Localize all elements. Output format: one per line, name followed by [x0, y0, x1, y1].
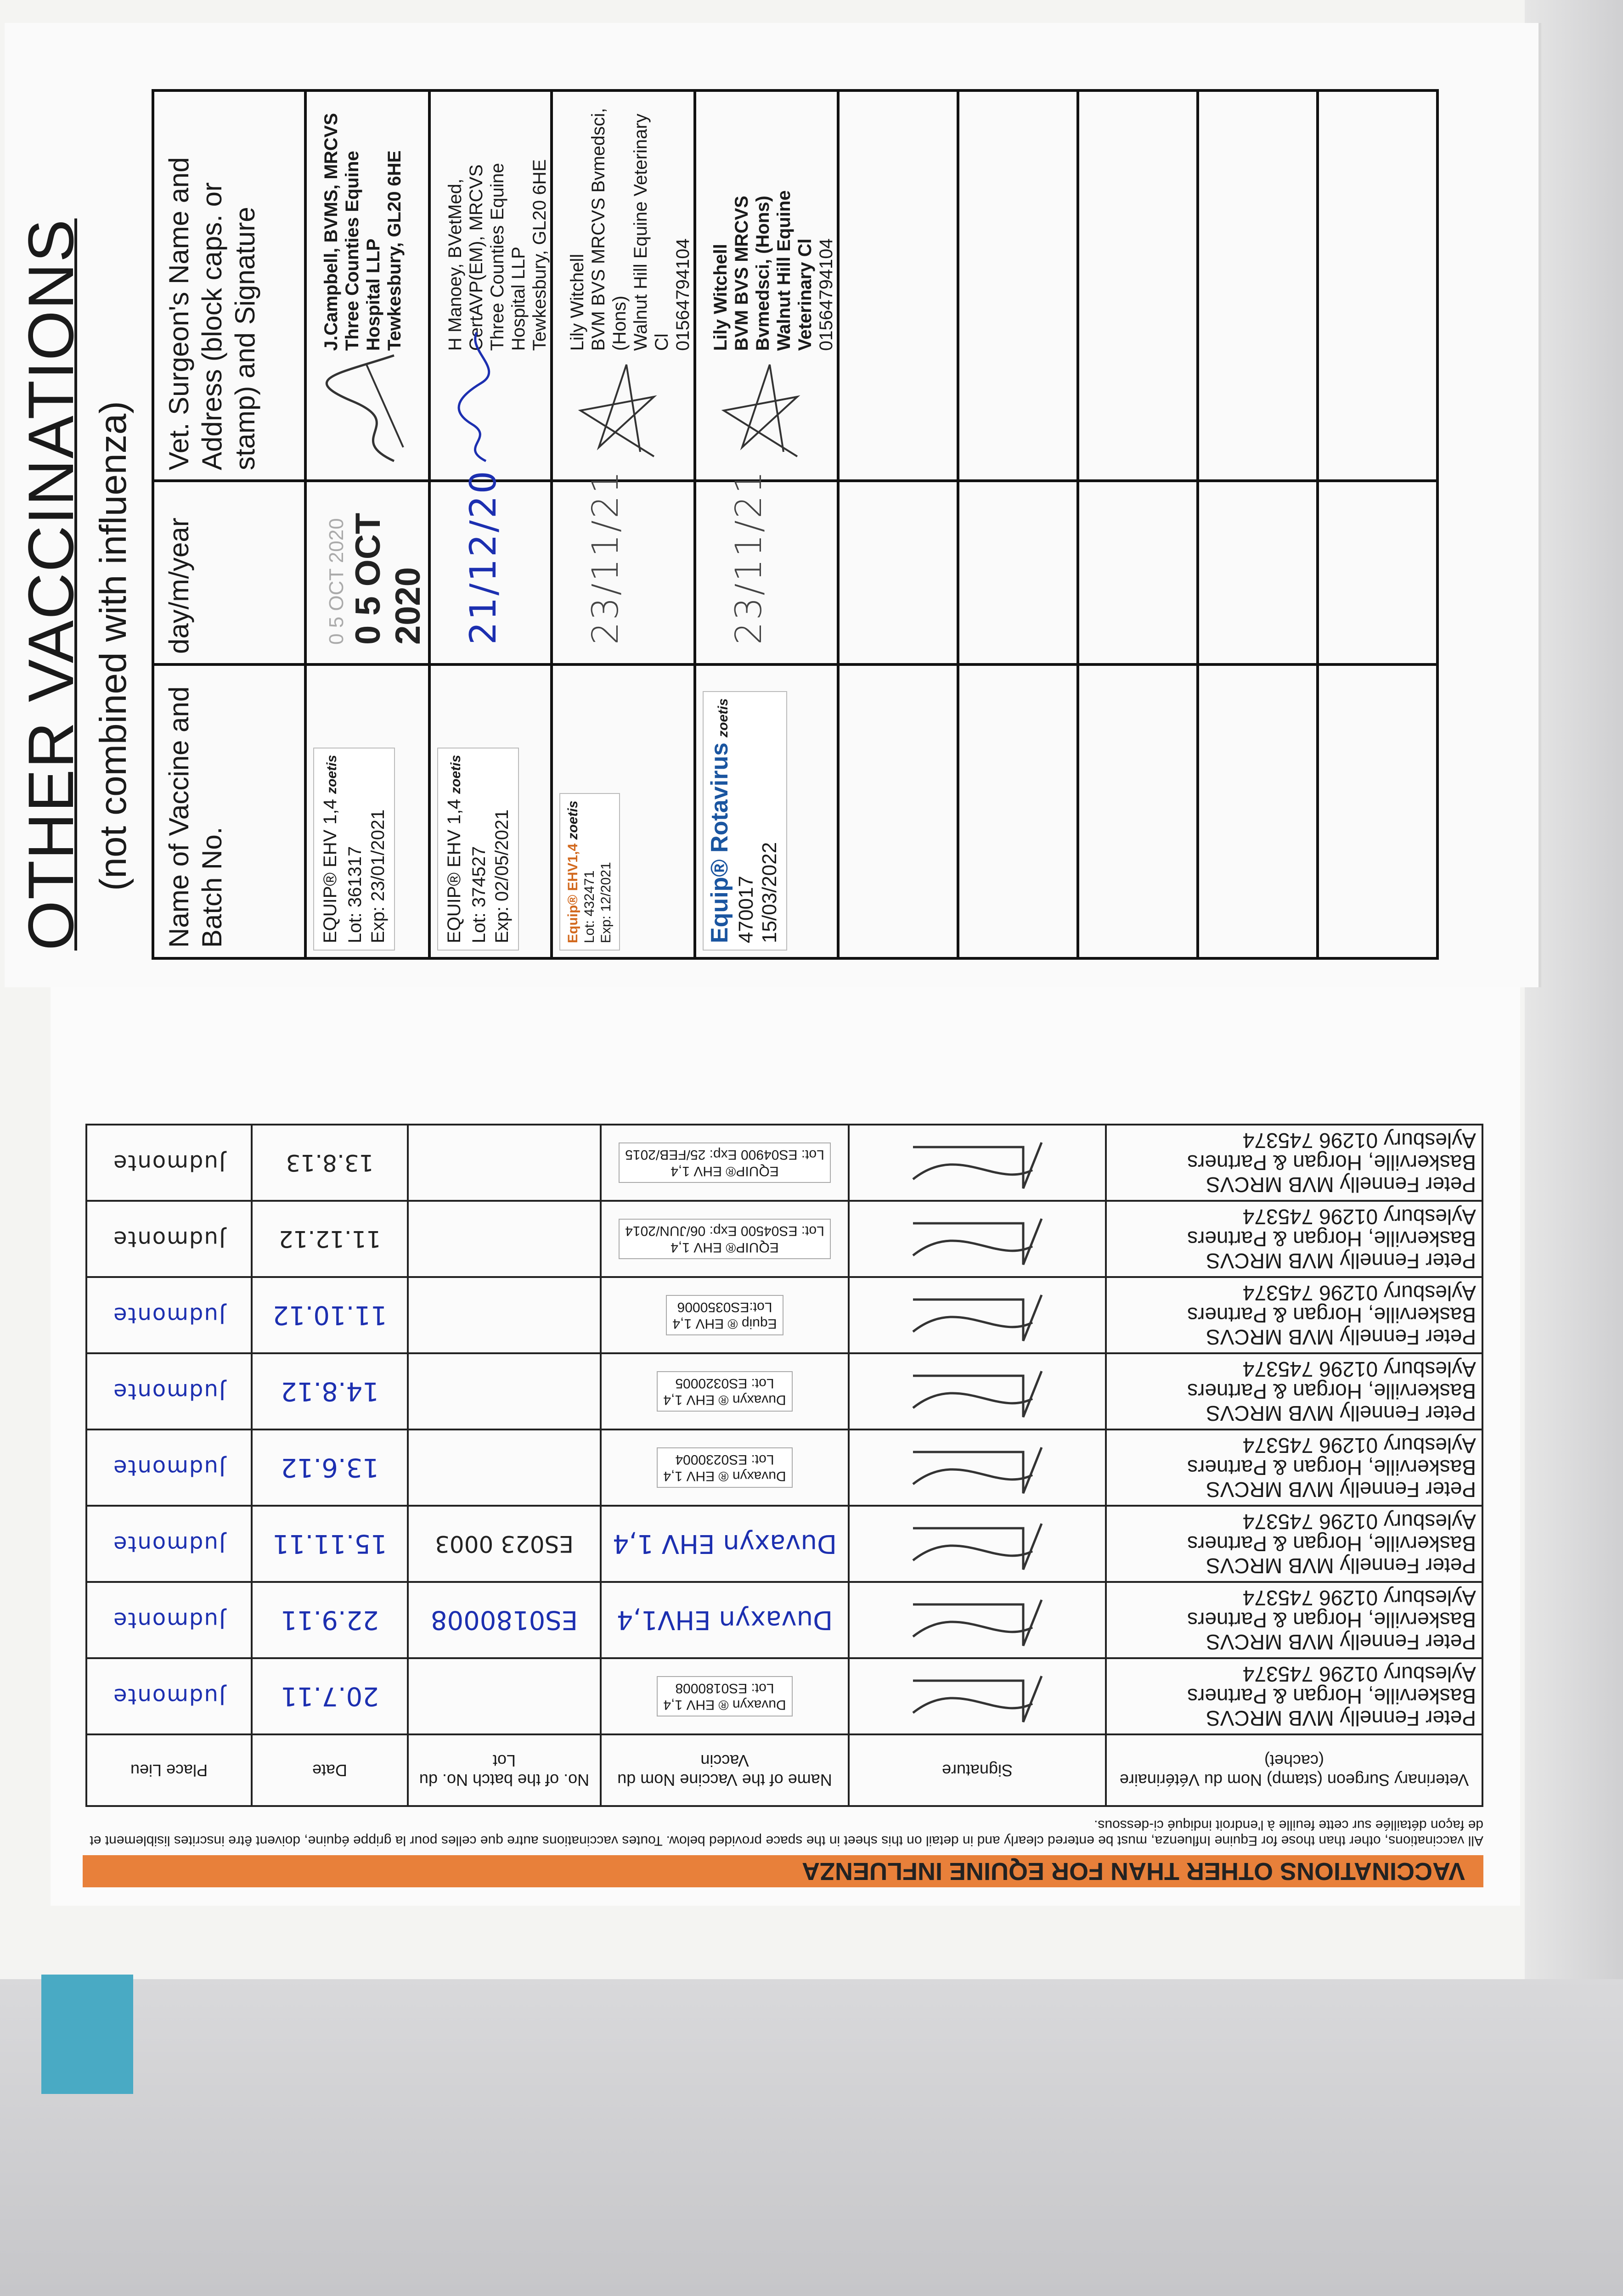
header-date: day/m/year: [153, 481, 305, 664]
vaccine-label-sticker: Equip® EHV1,4 zoetis Lot: 432471 Exp: 12/2021: [559, 793, 620, 951]
empty-row: [1198, 90, 1318, 958]
table-row: [86, 1429, 1482, 1506]
header-signature: Signature: [849, 1734, 1106, 1806]
header-date: Date: [252, 1734, 408, 1806]
signature-icon: [715, 355, 806, 466]
vaccine-label-sticker: EQUIP® EHV 1,4 Lot: ES04500 Exp: 06/JUN/2014: [619, 1219, 831, 1259]
surgeon-stamp: Peter Fennelly MVB MRCVS Baskerville, Horgan & Partners Aylesbury 01296 745374: [1106, 1201, 1482, 1277]
signature-cell: [849, 1582, 1106, 1658]
batch-cell: [408, 1658, 601, 1734]
batch-cell: ES023 0003: [408, 1506, 601, 1582]
batch-cell: [408, 1429, 601, 1506]
table-row: [695, 90, 838, 958]
vet-cell: J.Campbell, BVMS, MRCVS Three Counties Equine Hospital LLP Tewkesbury, GL20 6HE: [305, 90, 429, 481]
surgeon-stamp: Peter Fennelly MVB MRCVS Baskerville, Horgan & Partners Aylesbury 01296 745374: [1106, 1582, 1482, 1658]
signature-icon: [449, 328, 504, 466]
surgeon-stamp: Peter Fennelly MVB MRCVS Baskerville, Horgan & Partners Aylesbury 01296 745374: [1106, 1429, 1482, 1506]
empty-row: [958, 90, 1078, 958]
date-cell: 13.8.13: [252, 1125, 408, 1201]
signature-cell: [849, 1201, 1106, 1277]
lower-page: [51, 987, 1520, 1906]
header-row: [86, 1734, 1482, 1806]
handwritten-date: 23/11/21: [585, 469, 626, 645]
date-cell: 11.12.12: [252, 1201, 408, 1277]
vaccine-label-sticker: EQUIP® EHV 1,4 zoetis Lot: 361317 Exp: 23/01/2021: [313, 748, 395, 951]
table-row: [86, 1582, 1482, 1658]
empty-row: [838, 90, 958, 958]
handwritten-date: 23/11/21: [728, 469, 770, 645]
blue-tab: [41, 1975, 133, 2094]
header-place: Place Lieu: [86, 1734, 252, 1806]
upper-page: [5, 23, 1541, 987]
date-cell: 14.8.12: [252, 1353, 408, 1429]
signature-cell: [849, 1125, 1106, 1201]
table-row: [86, 1201, 1482, 1277]
empty-row: [1078, 90, 1198, 958]
vaccine-label-sticker: Duvaxyn ® EHV 1,4 Lot: ES0320005: [657, 1371, 792, 1412]
date-cell: [305, 481, 429, 664]
header-vaccine: Name of the Vaccine Nom du Vaccin: [601, 1734, 849, 1806]
page-title: OTHER VACCINATIONS: [15, 218, 87, 951]
vet-cell: Lily Witchell BVM BVS MRCVS Bvmedsci, (Hons) Walnut Hill Equine Veterinary Cl 01564794104: [695, 90, 838, 481]
surgeon-stamp: Peter Fennelly MVB MRCVS Baskerville, Horgan & Partners Aylesbury 01296 745374: [1106, 1277, 1482, 1353]
signature-icon: [904, 1362, 1051, 1426]
vaccine-cell: [429, 664, 552, 958]
batch-cell: [408, 1353, 601, 1429]
table-row: [429, 90, 552, 958]
header-vaccine: Name of Vaccine and Batch No.: [153, 664, 305, 958]
vaccine-cell: [601, 1277, 849, 1353]
vaccine-cell: [601, 1429, 849, 1506]
signature-cell: [849, 1506, 1106, 1582]
vaccine-label-sticker: Equip ® EHV 1,4 Lot:ES0350006: [666, 1295, 783, 1335]
date-cell: 15.11.11: [252, 1506, 408, 1582]
signature-icon: [325, 346, 417, 466]
date-cell: [552, 469, 695, 664]
batch-cell: ES0180008: [408, 1582, 601, 1658]
signature-cell: [849, 1277, 1106, 1353]
signature-cell: [849, 1429, 1106, 1506]
page-subtitle: (not combined with influenza): [92, 401, 134, 891]
other-vaccinations-table: [152, 89, 1439, 960]
signature-icon: [904, 1133, 1051, 1198]
place-cell: Judmonte: [86, 1506, 252, 1582]
table-row: [86, 1353, 1482, 1429]
handwritten-vaccine: Duvaxyn EHV 1,4: [612, 1529, 837, 1559]
header-surgeon: Veterinary Surgeon (stamp) Nom du Vétérinaire (cachet): [1106, 1734, 1482, 1806]
table-row: [305, 90, 429, 958]
scanner-background: [0, 1979, 1623, 2296]
handwritten-date: 21/12/20: [463, 469, 504, 645]
section-note: All vaccinations, other than those for Equine Influenza, must be entered clearly and in detail on this sheet in the space provided below. Toutes vaccinations autre que celles pour la grippe équine, doivent être inscrites lisiblement et de façon détaillée sur cette feuille à l'endroit indiqué ci-dessous.: [90, 1818, 1483, 1848]
surgeon-stamp: Peter Fennelly MVB MRCVS Baskerville, Horgan & Partners Aylesbury 01296 745374: [1106, 1506, 1482, 1582]
table-row: [552, 90, 695, 958]
faint-date-stamp: 0 5 OCT 2020: [325, 518, 348, 645]
vaccine-label-sticker: Equip® Rotavirus zoetis 470017 15/03/2022: [703, 691, 787, 951]
vaccine-cell: [601, 1353, 849, 1429]
vet-cell: Lily Witchell BVM BVS MRCVS Bvmedsci, (Hons) Walnut Hill Equine Veterinary Cl 01564794104: [552, 90, 695, 481]
date-cell: 22.9.11: [252, 1582, 408, 1658]
table-row: [86, 1658, 1482, 1734]
signature-icon: [904, 1286, 1051, 1350]
signature-icon: [904, 1514, 1051, 1579]
vet-cell: H Manoey, BVetMed, CertAVP(EM), MRCVS Three Counties Equine Hospital LLP Tewkesbury, GL20 6HE: [429, 90, 552, 481]
vaccine-cell: [601, 1582, 849, 1658]
empty-row: [1318, 90, 1437, 958]
vaccine-cell: [601, 1658, 849, 1734]
signature-cell: [849, 1658, 1106, 1734]
table-row: [86, 1506, 1482, 1582]
surgeon-stamp: Peter Fennelly MVB MRCVS Baskerville, Horgan & Partners Aylesbury 01296 745374: [1106, 1353, 1482, 1429]
date-cell: [429, 469, 552, 664]
vaccine-cell: [305, 664, 429, 958]
place-cell: Judmonte: [86, 1201, 252, 1277]
handwritten-vaccine: Duvaxyn EHV1,4: [616, 1605, 833, 1635]
place-cell: Judmonte: [86, 1277, 252, 1353]
header-vet: Vet. Surgeon's Name and Address (block caps. or stamp) and Signature: [153, 90, 305, 481]
date-cell: [695, 469, 838, 664]
signature-icon: [904, 1667, 1051, 1731]
place-cell: Judmonte: [86, 1658, 252, 1734]
signature-icon: [904, 1438, 1051, 1503]
vaccine-label-sticker: Duvaxyn ® EHV 1,4 Lot: ES0230004: [657, 1447, 792, 1488]
vaccine-label-sticker: EQUIP® EHV 1,4 Lot: ES04900 Exp: 25/FEB/2015: [619, 1142, 831, 1183]
batch-cell: [408, 1125, 601, 1201]
date-cell: 20.7.11: [252, 1658, 408, 1734]
header-batch: No. of the batch No. du Lot: [408, 1734, 601, 1806]
vaccine-label-sticker: EQUIP® EHV 1,4 zoetis Lot: 374527 Exp: 02/05/2021: [437, 748, 519, 951]
place-cell: Judmonte: [86, 1582, 252, 1658]
header-row: [153, 90, 305, 958]
table-row: [86, 1277, 1482, 1353]
vaccine-cell: [601, 1506, 849, 1582]
signature-icon: [571, 355, 663, 466]
signature-icon: [904, 1591, 1051, 1655]
signature-icon: [904, 1210, 1051, 1274]
vaccine-label-sticker: Duvaxyn ® EHV 1,4 Lot: ES0180008: [657, 1676, 792, 1716]
place-cell: Judmonte: [86, 1125, 252, 1201]
date-cell: 13.6.12: [252, 1429, 408, 1506]
vaccine-cell: [601, 1125, 849, 1201]
vaccine-cell: [695, 664, 838, 958]
batch-cell: [408, 1277, 601, 1353]
date-cell: 11.10.12: [252, 1277, 408, 1353]
vaccine-cell: [552, 664, 695, 958]
batch-cell: [408, 1201, 601, 1277]
place-cell: Judmonte: [86, 1353, 252, 1429]
table-row: [86, 1125, 1482, 1201]
surgeon-stamp: Peter Fennelly MVB MRCVS Baskerville, Horgan & Partners Aylesbury 01296 745374: [1106, 1125, 1482, 1201]
signature-cell: [849, 1353, 1106, 1429]
place-cell: Judmonte: [86, 1429, 252, 1506]
date-stamp: 0 5 OCT 2020: [349, 512, 428, 645]
vaccinations-table: [85, 1124, 1483, 1807]
surgeon-stamp: Peter Fennelly MVB MRCVS Baskerville, Horgan & Partners Aylesbury 01296 745374: [1106, 1658, 1482, 1734]
section-banner: VACCINATIONS OTHER THAN FOR EQUINE INFLUENZA: [83, 1855, 1483, 1887]
vaccine-cell: [601, 1201, 849, 1277]
